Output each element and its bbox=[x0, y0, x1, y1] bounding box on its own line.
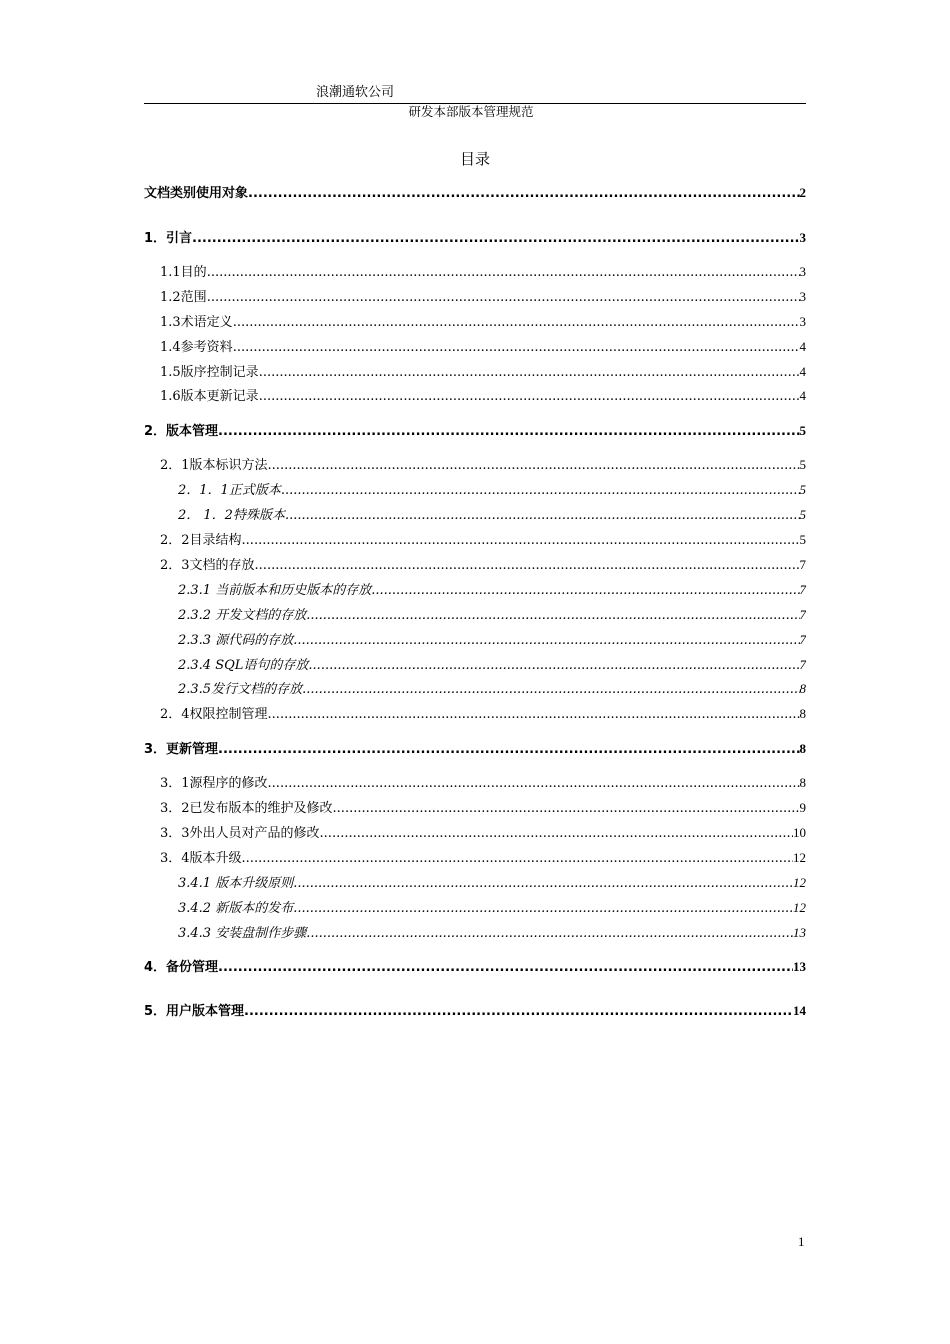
toc-title: 目录 bbox=[459, 150, 490, 168]
toc-entry-page: 8 bbox=[799, 681, 806, 696]
toc-entry[interactable] bbox=[178, 506, 806, 525]
toc-leader-dots bbox=[302, 681, 799, 699]
toc-entry-page: 5 bbox=[799, 507, 806, 522]
toc-entry[interactable] bbox=[144, 229, 806, 248]
toc-entry-page: 7 bbox=[799, 632, 806, 647]
toc-leader-dots bbox=[207, 264, 800, 282]
toc-entry[interactable] bbox=[160, 705, 806, 724]
header-document-title-text: 研发本部版本管理规范 bbox=[408, 104, 534, 119]
toc-entry[interactable] bbox=[160, 263, 806, 282]
toc-entry-label: 3．4版本升级 bbox=[160, 851, 242, 866]
toc-entry-page: 5 bbox=[799, 457, 806, 472]
toc-entry-label: 2．2目录结构 bbox=[160, 533, 242, 548]
toc-entry-label: 3．1源程序的修改 bbox=[160, 776, 268, 791]
toc-leader-dots bbox=[242, 850, 793, 868]
toc-entry-label: 1.1目的 bbox=[160, 265, 207, 280]
toc-entry[interactable] bbox=[178, 680, 806, 699]
toc-entry-label: 1.3术语定义 bbox=[160, 315, 233, 330]
toc-leader-dots bbox=[259, 388, 800, 406]
toc-leader-dots bbox=[371, 582, 799, 600]
toc-entry[interactable] bbox=[160, 456, 806, 475]
table-of-contents bbox=[144, 0, 806, 1344]
toc-entry-page: 7 bbox=[799, 607, 806, 622]
header-company-name: 浪潮通软公司 bbox=[316, 85, 395, 100]
toc-leader-dots bbox=[233, 314, 800, 332]
toc-entry[interactable] bbox=[144, 422, 806, 441]
toc-entry-page: 9 bbox=[799, 800, 806, 815]
page-number: 1 bbox=[798, 1234, 805, 1249]
toc-entry-label: 2．1．1正式版本 bbox=[178, 483, 281, 498]
toc-leader-dots bbox=[333, 800, 800, 818]
toc-leader-dots bbox=[207, 289, 800, 307]
toc-entry[interactable] bbox=[178, 874, 806, 893]
toc-leader-dots bbox=[293, 900, 793, 918]
toc-entry[interactable] bbox=[144, 1002, 806, 1021]
toc-leader-dots bbox=[268, 706, 800, 724]
toc-entry[interactable] bbox=[178, 656, 806, 675]
toc-entry-label: 1.4参考资料 bbox=[160, 340, 233, 355]
toc-entry[interactable] bbox=[160, 799, 806, 818]
toc-leader-dots bbox=[218, 423, 799, 441]
toc-entry[interactable] bbox=[178, 606, 806, 625]
toc-entry[interactable] bbox=[160, 531, 806, 550]
toc-leader-dots bbox=[268, 457, 800, 475]
toc-entry-label: 1.5版序控制记录 bbox=[160, 365, 259, 380]
toc-leader-dots bbox=[306, 607, 799, 625]
toc-entry-page: 3 bbox=[799, 289, 806, 304]
toc-entry-label: 2．4权限控制管理 bbox=[160, 707, 268, 722]
toc-leader-dots bbox=[268, 775, 800, 793]
toc-entry-page: 13 bbox=[793, 925, 806, 940]
toc-entry-page: 12 bbox=[793, 900, 806, 915]
toc-leader-dots bbox=[248, 185, 799, 203]
toc-entry-page: 8 bbox=[799, 775, 806, 790]
toc-entry[interactable] bbox=[160, 387, 806, 406]
toc-entry[interactable] bbox=[178, 631, 806, 650]
toc-entry-label: 3.4.1 版本升级原则 bbox=[178, 876, 294, 891]
toc-entry-page: 4 bbox=[799, 339, 806, 354]
toc-entry-label: 1.2范围 bbox=[160, 290, 207, 305]
toc-entry-label: 文档类别使用对象 bbox=[144, 186, 249, 201]
toc-entry[interactable] bbox=[160, 363, 806, 382]
toc-entry-label: 3.4.2 新版本的发布 bbox=[178, 901, 294, 916]
toc-leader-dots bbox=[293, 632, 799, 650]
toc-leader-dots bbox=[244, 1003, 793, 1021]
toc-entry-page: 5 bbox=[799, 423, 806, 438]
toc-entry-label: 2．3文档的存放 bbox=[160, 558, 255, 573]
toc-entry[interactable] bbox=[144, 184, 806, 203]
toc-entry[interactable] bbox=[144, 740, 806, 759]
toc-leader-dots bbox=[306, 925, 793, 943]
toc-entry-label: 3．2已发布版本的维护及修改 bbox=[160, 801, 333, 816]
toc-entry-page: 7 bbox=[799, 657, 806, 672]
toc-entry[interactable] bbox=[178, 924, 806, 943]
toc-leader-dots bbox=[192, 230, 799, 248]
toc-entry[interactable] bbox=[160, 849, 806, 868]
toc-entry[interactable] bbox=[160, 774, 806, 793]
toc-entry-page: 8 bbox=[799, 706, 806, 721]
toc-entry-label: 1．引言 bbox=[144, 231, 193, 246]
toc-entry-page: 3 bbox=[799, 230, 806, 245]
toc-entry-page: 10 bbox=[793, 825, 806, 840]
toc-entry-label: 2． 1．2特殊版本 bbox=[178, 508, 285, 523]
toc-entry-label: 5．用户版本管理 bbox=[144, 1004, 245, 1019]
toc-entry-label: 2.3.4 SQL语句的存放 bbox=[178, 658, 309, 673]
toc-entry-label: 2.3.2 开发文档的存放 bbox=[178, 608, 307, 623]
toc-entry[interactable] bbox=[160, 288, 806, 307]
toc-entry-label: 3．3外出人员对产品的修改 bbox=[160, 826, 320, 841]
toc-leader-dots bbox=[320, 825, 793, 843]
toc-entry-page: 4 bbox=[799, 388, 806, 403]
toc-entry-page: 7 bbox=[799, 582, 806, 597]
toc-leader-dots bbox=[218, 741, 799, 759]
toc-entry-page: 8 bbox=[799, 741, 806, 756]
toc-entry-page: 7 bbox=[799, 557, 806, 572]
toc-entry-label: 1.6版本更新记录 bbox=[160, 389, 259, 404]
toc-entry-page: 12 bbox=[793, 875, 806, 890]
toc-entry-page: 3 bbox=[799, 264, 806, 279]
toc-entry-page: 14 bbox=[793, 1003, 806, 1018]
toc-leader-dots bbox=[242, 532, 800, 550]
toc-entry-page: 2 bbox=[799, 185, 806, 200]
toc-entry-label: 3.4.3 安装盘制作步骤 bbox=[178, 926, 307, 941]
toc-leader-dots bbox=[233, 339, 800, 357]
toc-entry-page: 13 bbox=[793, 959, 806, 974]
toc-entry[interactable] bbox=[178, 481, 806, 500]
toc-entry-label: 2．1版本标识方法 bbox=[160, 458, 268, 473]
toc-leader-dots bbox=[293, 875, 793, 893]
toc-leader-dots bbox=[285, 507, 800, 525]
toc-entry-label: 2.3.5发行文档的存放 bbox=[178, 682, 303, 697]
toc-entry-label: 2．版本管理 bbox=[144, 424, 219, 439]
toc-entry[interactable] bbox=[178, 581, 806, 600]
toc-entry[interactable] bbox=[160, 313, 806, 332]
toc-entry-page: 5 bbox=[799, 532, 806, 547]
toc-entry[interactable] bbox=[160, 556, 806, 575]
toc-entry-page: 12 bbox=[793, 850, 806, 865]
toc-leader-dots bbox=[218, 959, 793, 977]
toc-entry[interactable] bbox=[160, 338, 806, 357]
toc-entry[interactable] bbox=[160, 824, 806, 843]
toc-entry[interactable] bbox=[144, 958, 806, 977]
toc-leader-dots bbox=[259, 364, 800, 382]
toc-entry-label: 4．备份管理 bbox=[144, 960, 219, 975]
toc-leader-dots bbox=[308, 657, 799, 675]
toc-leader-dots bbox=[281, 482, 800, 500]
toc-entry-page: 3 bbox=[799, 314, 806, 329]
toc-entry-label: 2.3.3 源代码的存放 bbox=[178, 633, 294, 648]
toc-entry[interactable] bbox=[178, 899, 806, 918]
toc-entry-page: 5 bbox=[799, 482, 806, 497]
toc-entry-label: 3．更新管理 bbox=[144, 742, 219, 757]
toc-entry-label: 2.3.1 当前版本和历史版本的存放 bbox=[178, 583, 372, 598]
toc-leader-dots bbox=[255, 557, 800, 575]
toc-entry-page: 4 bbox=[799, 364, 806, 379]
